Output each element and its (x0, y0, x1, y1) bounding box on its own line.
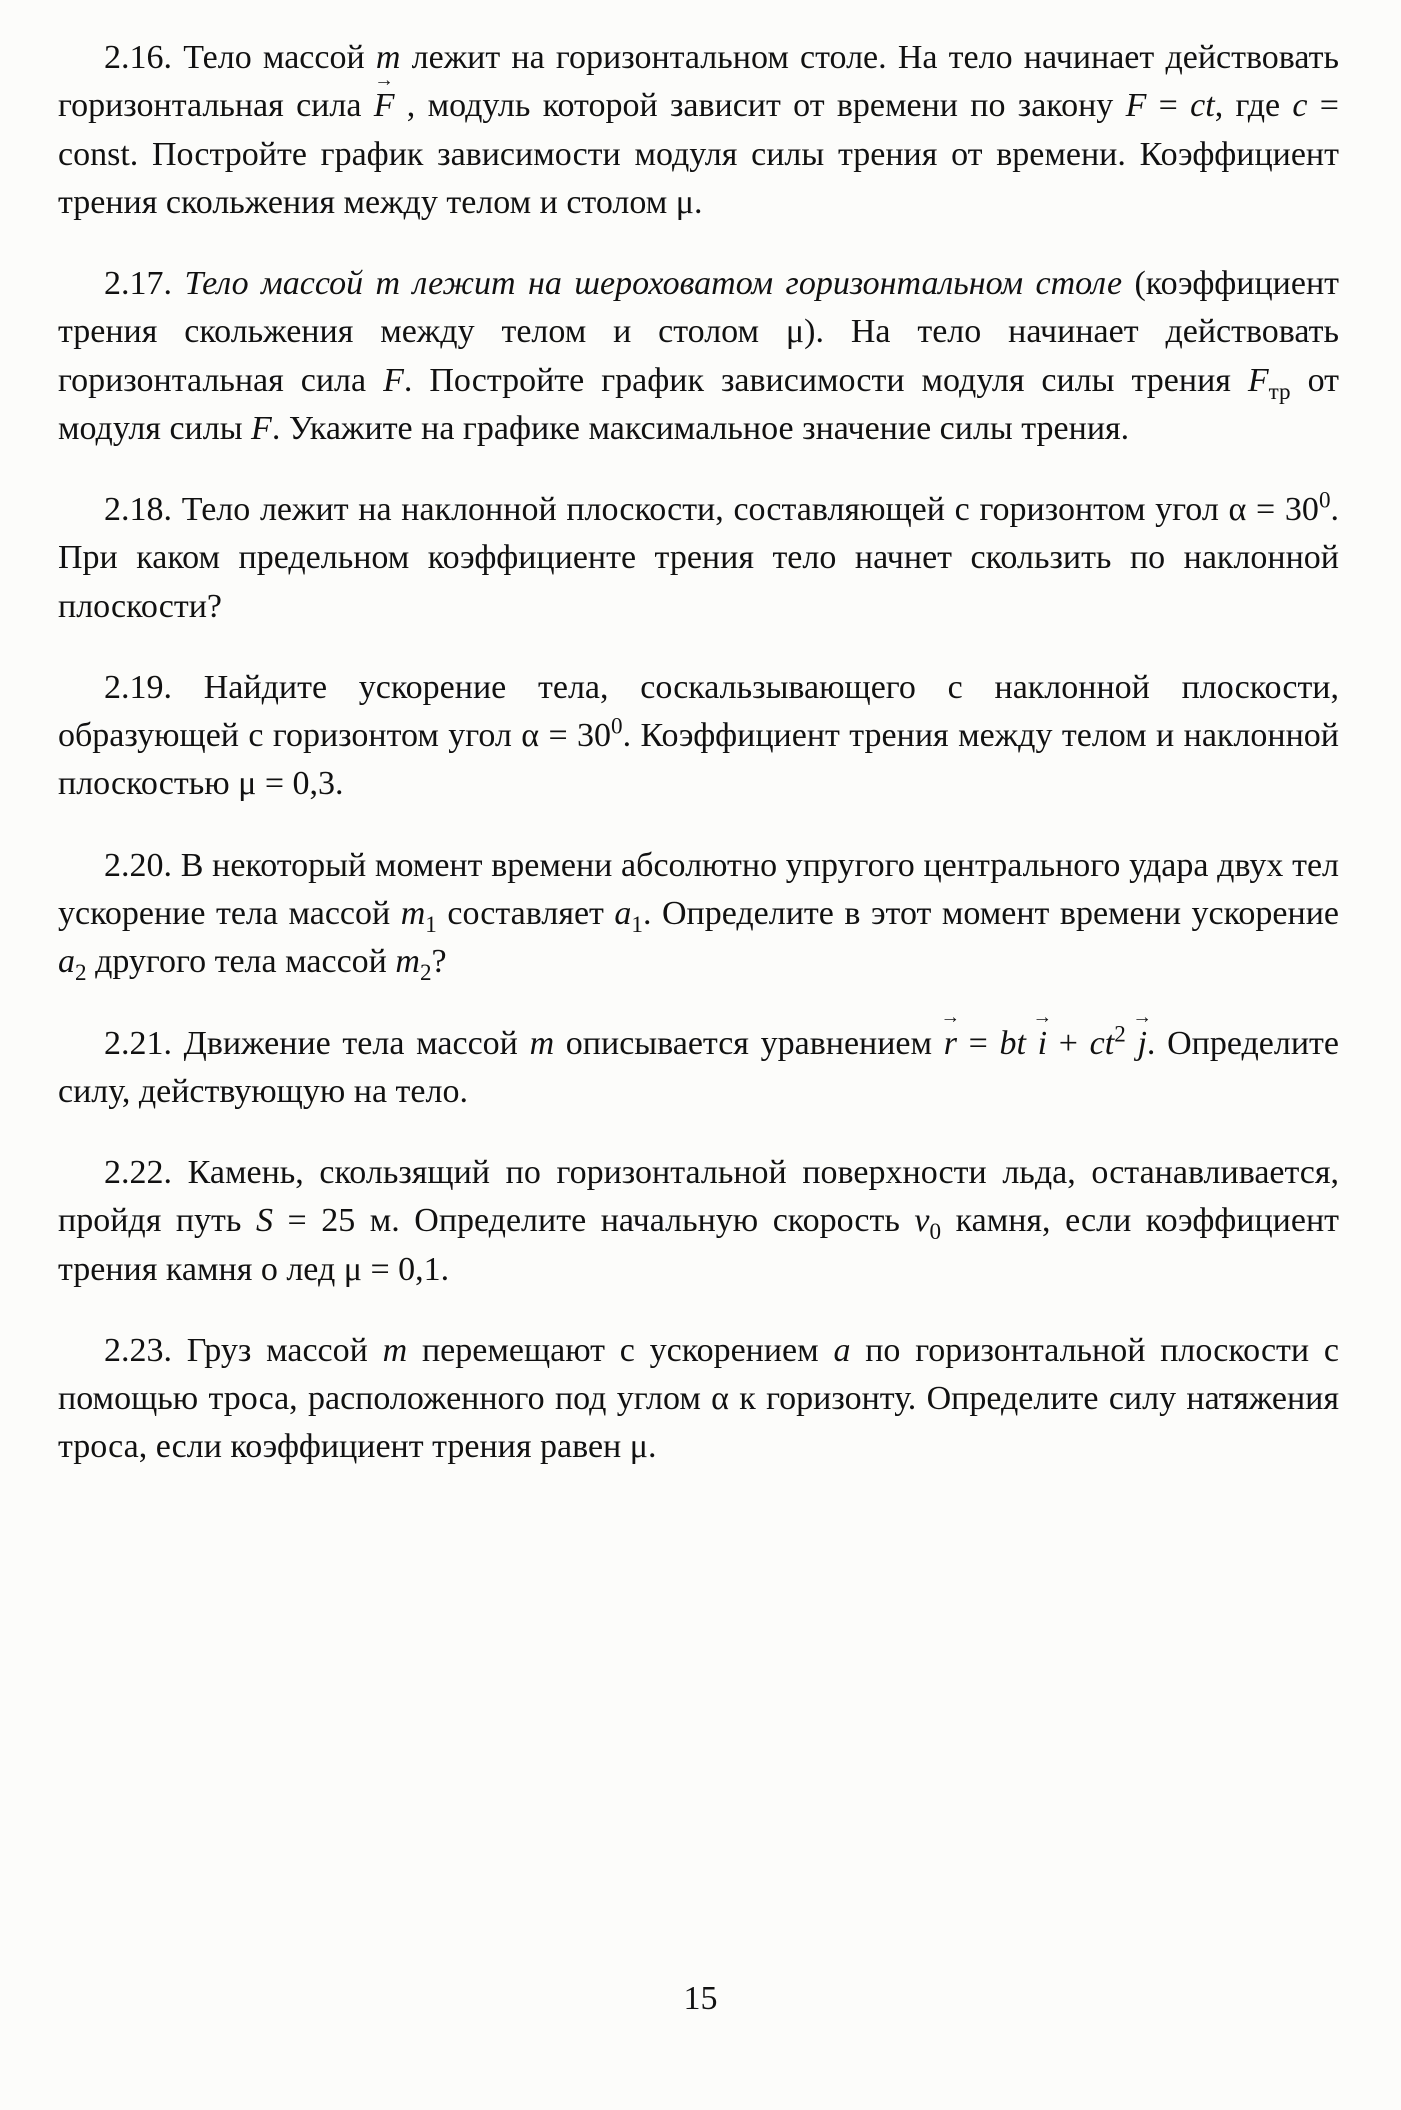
text-run: Тело массой m лежит на шероховатом горизонтальном столе (184, 265, 1123, 303)
text-run: (коэффициент трения скольжения между телом и столом μ). На тело начинает действовать горизонтальная сила (58, 265, 1348, 399)
text-run: a (614, 894, 632, 932)
text-run: = 25 м. Определите начальную скорость (272, 1202, 915, 1240)
page-number: 15 (683, 1980, 718, 2017)
problem-2-18 (58, 486, 1348, 631)
text-run: . При каком предельном коэффициенте трения тело начнет скользить по наклонной плоскости? (58, 491, 1348, 625)
problem-2-20 (58, 842, 1348, 987)
text-run (1026, 1025, 1038, 1062)
vector-symbol: → F (374, 82, 395, 130)
text-run: 2 (1114, 1021, 1126, 1048)
text-run: тр (1268, 378, 1291, 405)
text-run: m (395, 943, 420, 981)
text-run: лежит на горизонтальном столе. На тело начинает действовать горизонтальная сила (58, 39, 1348, 125)
text-run: m (382, 1331, 408, 1369)
text-run: , где (1214, 87, 1293, 125)
text-run: m (400, 894, 426, 932)
text-run: составляет (436, 894, 615, 932)
text-run: 2.17. (104, 265, 185, 303)
text-run: 2.18. Тело лежит на наклонной плоскости, составляющей с горизонтом угол α = 30 (104, 491, 1319, 529)
text-run: 2 (75, 960, 87, 987)
problem-2-16 (58, 34, 1348, 227)
text-run: S (255, 1202, 273, 1240)
vector-symbol: → j (1137, 1020, 1146, 1068)
text-run: c (1292, 87, 1308, 125)
problem-2-23 (58, 1327, 1348, 1472)
text-run: F (1247, 361, 1269, 399)
text-run: a (833, 1331, 851, 1369)
text-run (1126, 1025, 1138, 1062)
text-run: = const. Постройте график зависимости модуля силы трения от времени. Коэффициент трения скольжения между телом и столом μ. (58, 87, 1348, 221)
text-run: 0 (929, 1219, 942, 1246)
text-run: . Определите в этот момент времени ускорение (642, 894, 1348, 932)
text-run: ? (431, 943, 447, 981)
text-run: 1 (631, 911, 643, 938)
text-run: . Укажите на графике максимальное значение силы трения. (271, 409, 1130, 447)
text-run: = (956, 1024, 1000, 1062)
text-run: = (1146, 87, 1191, 125)
text-run: v (914, 1202, 930, 1240)
text-run: 0 (611, 713, 623, 740)
problem-2-21 (58, 1020, 1348, 1117)
text-run: F (383, 361, 404, 399)
text-run: . Определите силу, действующую на тело. (58, 1024, 1348, 1110)
text-run: . Коэффициент трения между телом и наклонной плоскостью μ = 0,3. (58, 717, 1348, 803)
text-run: m (375, 39, 401, 76)
text-run: 1 (425, 911, 437, 938)
problem-2-17 (58, 260, 1348, 453)
text-run: 2.22. Камень, скользящий по горизонтальной поверхности льда, останавливается, пройдя путь (58, 1154, 1348, 1240)
problems-column (58, 34, 1348, 1472)
text-run: по горизонтальной плоскости с помощью троса, расположенного под углом α к горизонту. Определите силу натяжения троса, если коэффициент трения равен μ. (58, 1331, 1348, 1466)
text-run: m (529, 1024, 555, 1062)
vector-symbol: → i (1038, 1020, 1047, 1068)
text-run: bt (999, 1024, 1026, 1062)
text-run: F (251, 409, 272, 447)
text-run: ct (1089, 1024, 1115, 1062)
text-run: 2.23. Груз массой (104, 1331, 383, 1369)
text-run: описывается уравнением (554, 1024, 944, 1062)
text-run: 2 (419, 960, 432, 987)
text-run: 2.19. Найдите ускорение тела, соскальзывающего с наклонной плоскости, образующей с горизонтом угол α = 30 (58, 668, 1348, 755)
text-run: 2.21. Движение тела массой (104, 1024, 530, 1062)
text-run: камня, если коэффициент трения камня о лед μ = 0,1. (58, 1202, 1348, 1288)
text-run: другого тела массой (86, 943, 396, 981)
text-run: 2.16. Тело массой (104, 39, 376, 76)
vector-symbol: → r (944, 1020, 957, 1068)
problem-2-19 (58, 664, 1348, 809)
text-run: , модуль которой зависит от времени по закону (394, 87, 1126, 125)
text-run: 2.20. В некоторый момент времени абсолютно упругого центрального удара двух тел ускорение тела массой (58, 846, 1348, 932)
text-run: + (1047, 1024, 1090, 1062)
text-run: 0 (1318, 487, 1331, 514)
text-run: перемещают с ускорением (407, 1331, 834, 1369)
problem-2-22 (58, 1149, 1348, 1294)
text-run: ct (1190, 87, 1215, 125)
text-run: от модуля силы (58, 361, 1348, 447)
text-run: . Постройте график зависимости модуля силы трения (403, 361, 1248, 399)
text-run: a (58, 943, 75, 981)
text-run: F (1125, 87, 1147, 125)
